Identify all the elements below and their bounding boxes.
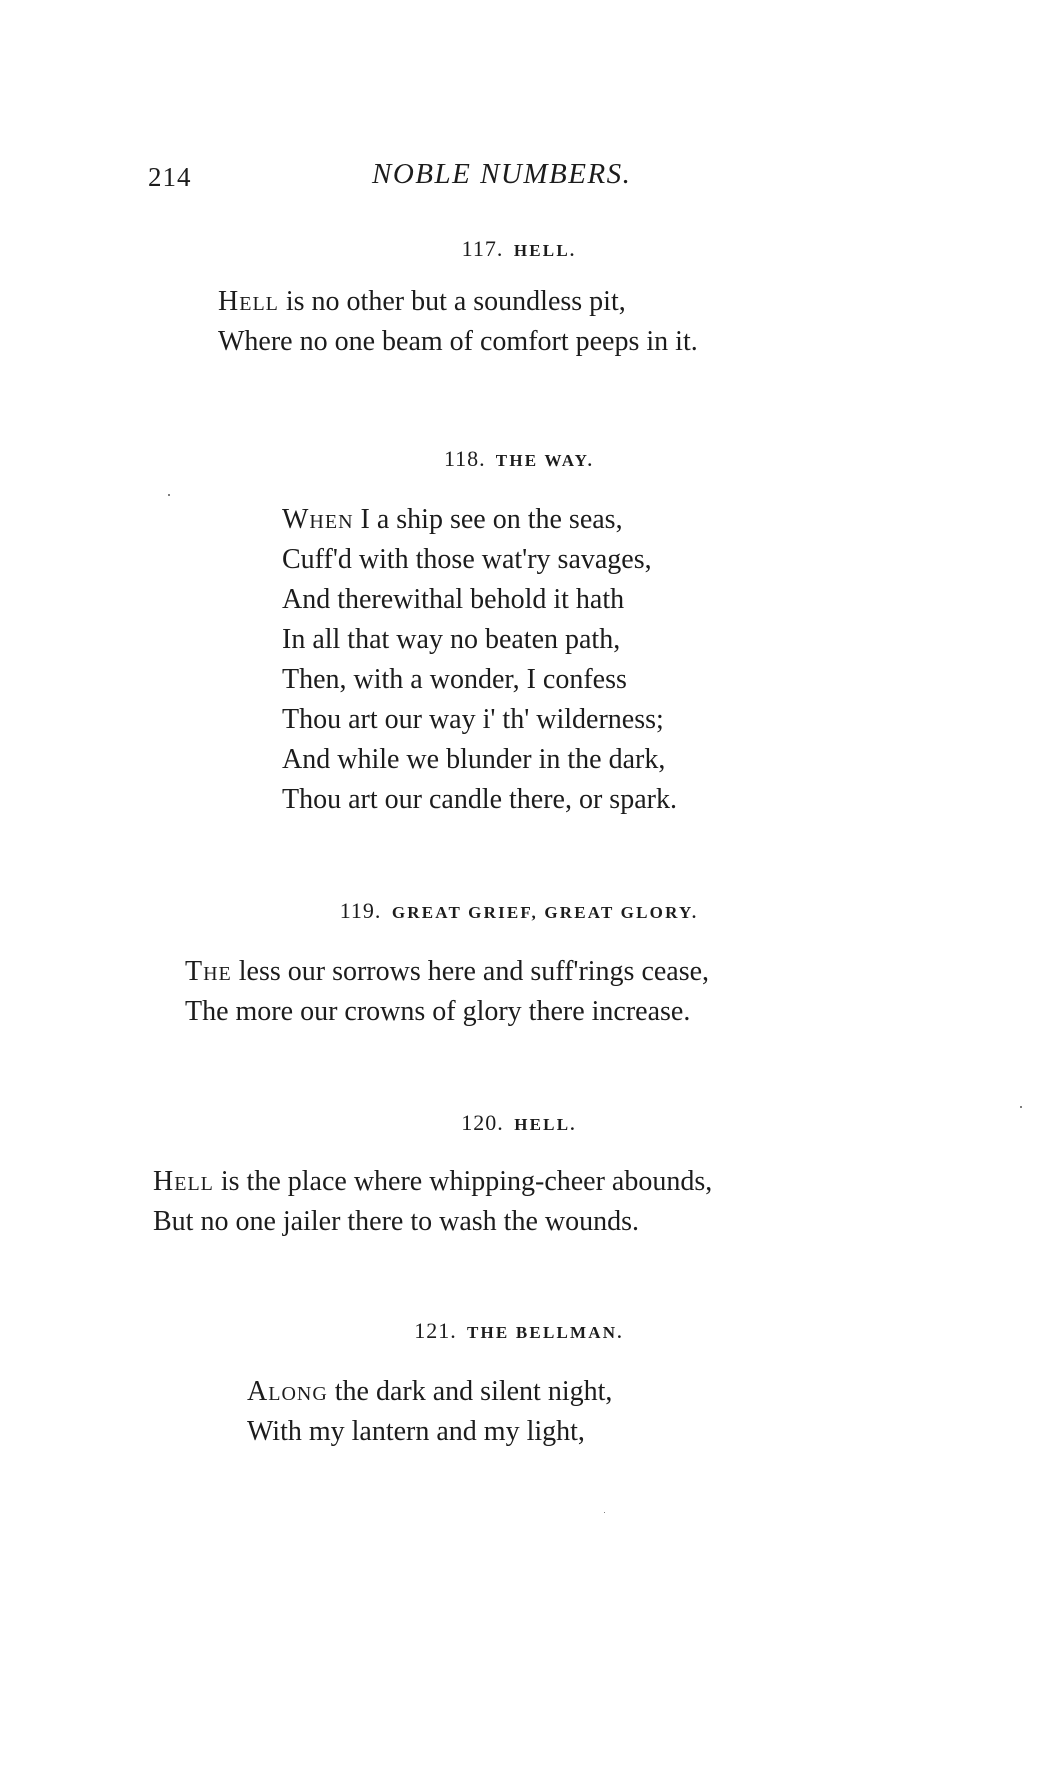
verse-line: And while we blunder in the dark, [282,744,666,775]
poem-heading-117 [0,236,1038,262]
verse-line: Thou art our candle there, or spark. [282,784,677,815]
verse-line: The more our crowns of glory there increase. [185,996,691,1027]
initial-word: Hell [153,1166,214,1197]
verse-line: When I a ship see on the seas, [282,504,623,535]
poem-title: THE WAY. [495,451,595,470]
verse-line: Thou art our way i' th' wilderness; [282,704,664,735]
scan-speck [168,494,170,496]
verse-line: And therewithal behold it hath [282,584,625,615]
initial-word: When [282,504,354,535]
initial-word: Along [247,1376,328,1407]
running-title: NOBLE NUMBERS. [372,158,632,190]
poem-title: THE BELLMAN. [466,1323,624,1342]
poem-number: 118. [443,446,486,471]
verse-line: Where no one beam of comfort peeps in it. [218,326,698,357]
verse-line: With my lantern and my light, [247,1416,585,1447]
poem-number: 120. [461,1110,504,1135]
poem-121-verse [247,1372,612,1452]
poem-heading-121 [0,1318,1038,1344]
poem-number: 121. [414,1318,457,1343]
poem-title: HELL. [513,241,577,260]
poem-heading-120 [0,1110,1038,1136]
scan-speck [1020,1106,1022,1108]
running-head [0,158,1038,198]
verse-line: In all that way no beaten path, [282,624,621,655]
poem-title: HELL. [514,1115,577,1134]
poem-number: 117. [461,236,504,261]
verse-line: Then, with a wonder, I confess [282,664,627,695]
poem-117-verse [218,282,698,362]
poem-title: GREAT GRIEF, GREAT GLORY. [391,903,699,922]
poem-119-verse [185,952,709,1032]
poem-heading-118 [0,446,1038,472]
verse-line: Hell is the place where whipping-cheer abounds, [153,1166,713,1197]
scan-speck [604,1512,605,1513]
verse-line: The less our sorrows here and suff'rings cease, [185,956,710,987]
initial-word: Hell [218,286,279,317]
poem-number: 119. [339,898,382,923]
initial-word: The [185,956,232,987]
poem-120-verse [153,1162,712,1242]
poem-118-verse [282,500,677,820]
verse-line: Cuff'd with those wat'ry savages, [282,544,652,575]
poem-heading-119 [0,898,1038,924]
verse-line: Along the dark and silent night, [247,1376,613,1407]
verse-line: But no one jailer there to wash the wounds. [153,1206,640,1237]
page-number: 214 [148,162,192,192]
verse-line: Hell is no other but a soundless pit, [218,286,626,317]
